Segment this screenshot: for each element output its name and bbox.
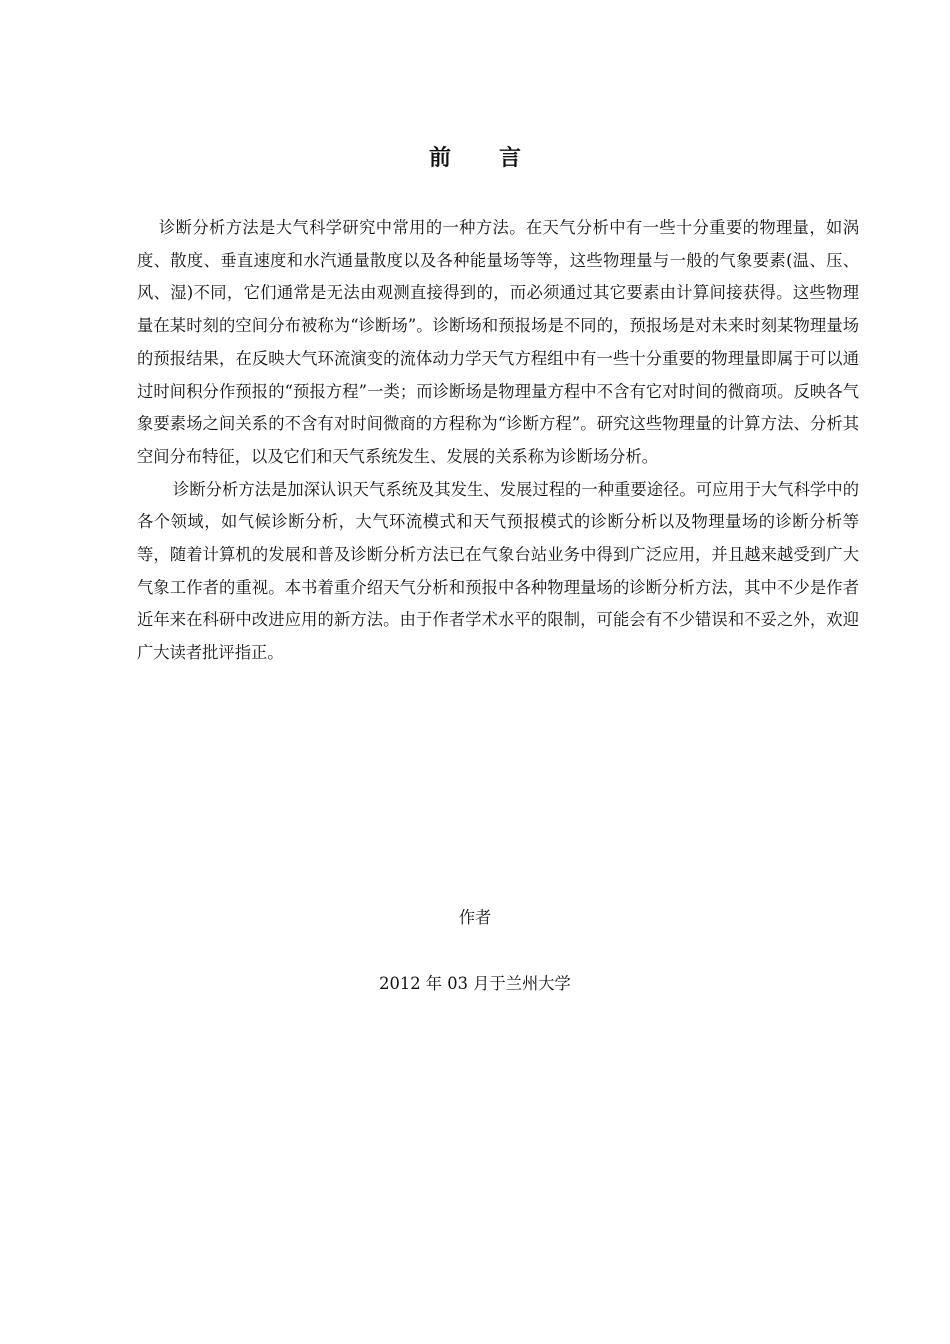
- preface-paragraph-1: 诊断分析方法是大气科学研究中常用的一种方法。在天气分析中有一些十分重要的物理量，如涡度、散度、垂直速度和水汽通量散度以及各种能量场等等，这些物理量与一般的气象要素(温、压、风、湿)不同，它们通常是无法由观测直接得到的，而必须通过其它要素由计算间接获得。这些物理量在某时刻的空间分布被称为“诊断场”。诊断场和预报场是不同的，预报场是对未来时刻某物理量场的预报结果，在反映大气环流演变的流体动力学天气方程组中有一些十分重要的物理量即属于可以通过时间积分作预报的“预报方程”一类；而诊断场是物理量方程中不含有它对时间的微商项。反映各气象要素场之间关系的不含有对时间微商的方程称为“诊断方程”。研究这些物理量的计算方法、分析其空间分布特征，以及它们和天气系统发生、发展的关系称为诊断场分析。: [137, 218, 859, 466]
- title-char-2: 言: [499, 145, 522, 171]
- author-signature: 作者: [458, 908, 492, 927]
- preface-paragraph-2: 诊断分析方法是加深认识天气系统及其发生、发展过程的一种重要途径。可应用于大气科学中的各个领域，如气候诊断分析，大气环流模式和天气预报模式的诊断分析以及物理量场的诊断分析等等，随着计算机的发展和普及诊断分析方法已在气象台站业务中得到广泛应用，并且越来越受到广大气象工作者的重视。本书着重介绍天气分析和预报中各种物理量场的诊断分析方法，其中不少是作者近年来在科研中改进应用的新方法。由于作者学术水平的限制，可能会有不少错误和不妥之外，欢迎广大读者批评指正。: [137, 479, 859, 663]
- page-title: [0, 138, 950, 178]
- title-char-1: 前: [428, 145, 451, 171]
- preface-body: [137, 212, 859, 670]
- date-place-line: 2012 年 03 月于兰州大学: [379, 974, 571, 993]
